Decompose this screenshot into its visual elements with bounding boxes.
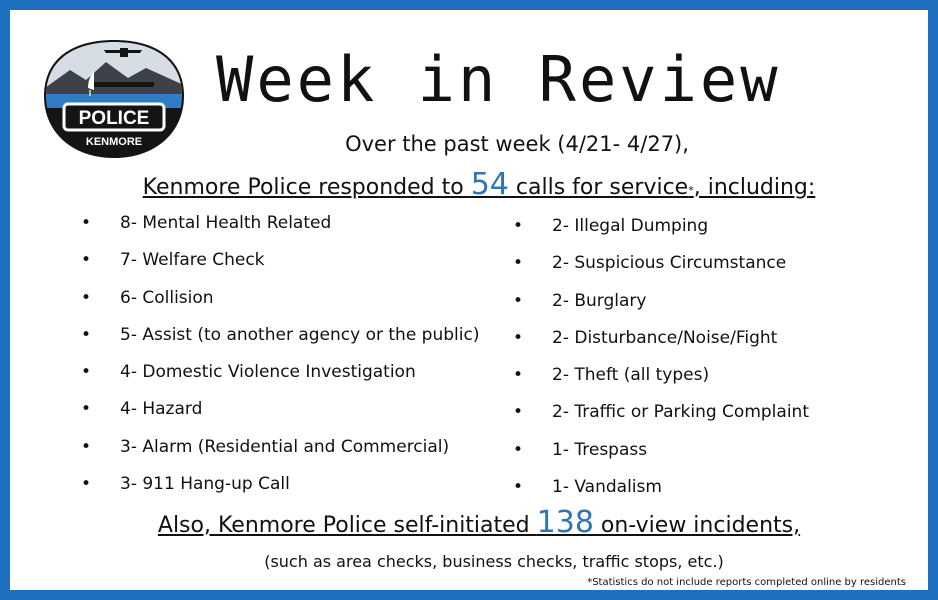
list-item-label: 3- Alarm (Residential and Commercial) [120,436,450,457]
badge-police-text: POLICE [78,108,150,129]
onview-examples: (such as area checks, business checks, traffic stops, etc.) [264,552,724,571]
list-item [81,435,479,472]
list-item [81,248,479,285]
bullet-icon: • [81,250,92,271]
list-item [81,360,479,397]
list-item-label: 5- Assist (to another agency or the public) [120,324,480,345]
bullet-icon: • [513,327,524,348]
statistics-footnote: *Statistics do not include reports completed online by residents [587,577,906,588]
calls-count: 54 [470,167,509,202]
bullet-icon: • [81,213,92,233]
list-item [81,211,479,248]
list-item-label: 2- Traffic or Parking Complaint [552,402,809,423]
list-item [81,323,480,360]
list-item-label: 2- Theft (all types) [552,365,710,386]
bullet-icon: • [81,362,92,383]
list-item-label: 3- 911 Hang-up Call [120,474,290,495]
list-item-label: 8- Mental Health Related [120,213,332,233]
onview-suffix: on-view incidents, [593,513,801,538]
bullet-icon: • [513,290,524,311]
list-item [513,438,809,475]
calls-prefix: Kenmore Police responded to [142,175,471,200]
bullet-icon: • [513,477,524,498]
bullet-icon: • [513,402,524,423]
list-item [513,214,809,251]
list-item [513,251,809,288]
list-item-label: 7- Welfare Check [120,250,265,271]
onview-count: 138 [536,505,594,540]
bullet-icon: • [513,253,524,274]
bullet-icon: • [513,216,524,236]
bullet-icon: • [513,365,524,386]
onview-summary [10,503,938,546]
intro-text: Over the past week (4/21- 4/27), [345,132,689,156]
calls-suffix: calls for service [508,175,689,200]
list-item [513,289,809,326]
list-item-label: 2- Burglary [552,290,647,311]
bullet-icon: • [81,399,92,420]
calls-asterisk: * [688,184,694,197]
page-title: Week in Review [216,43,781,116]
list-item-label: 1- Trespass [552,439,648,460]
list-item [513,400,809,437]
onview-prefix: Also, Kenmore Police self-initiated [157,513,537,538]
right-call-list [513,214,809,512]
list-item-label: 2- Illegal Dumping [552,216,709,236]
list-item [81,286,479,323]
bullet-icon: • [81,474,92,495]
calls-summary [10,165,938,211]
list-item [81,397,479,434]
badge-kenmore-text: KENMORE [85,136,143,148]
bullet-icon: • [513,439,524,460]
list-item-label: 1- Vandalism [552,477,662,498]
list-item-label: 4- Hazard [120,399,203,420]
bullet-icon: • [81,287,92,308]
list-item-label: 6- Collision [120,287,214,308]
bullet-icon: • [81,324,92,345]
calls-tail: , including: [693,175,816,200]
bullet-icon: • [81,436,92,457]
list-item [513,363,809,400]
list-item-label: 2- Suspicious Circumstance [552,253,787,274]
list-item-label: 2- Disturbance/Noise/Fight [552,327,778,348]
left-call-list [81,211,480,509]
list-item-label: 4- Domestic Violence Investigation [120,362,416,383]
list-item [513,326,809,363]
